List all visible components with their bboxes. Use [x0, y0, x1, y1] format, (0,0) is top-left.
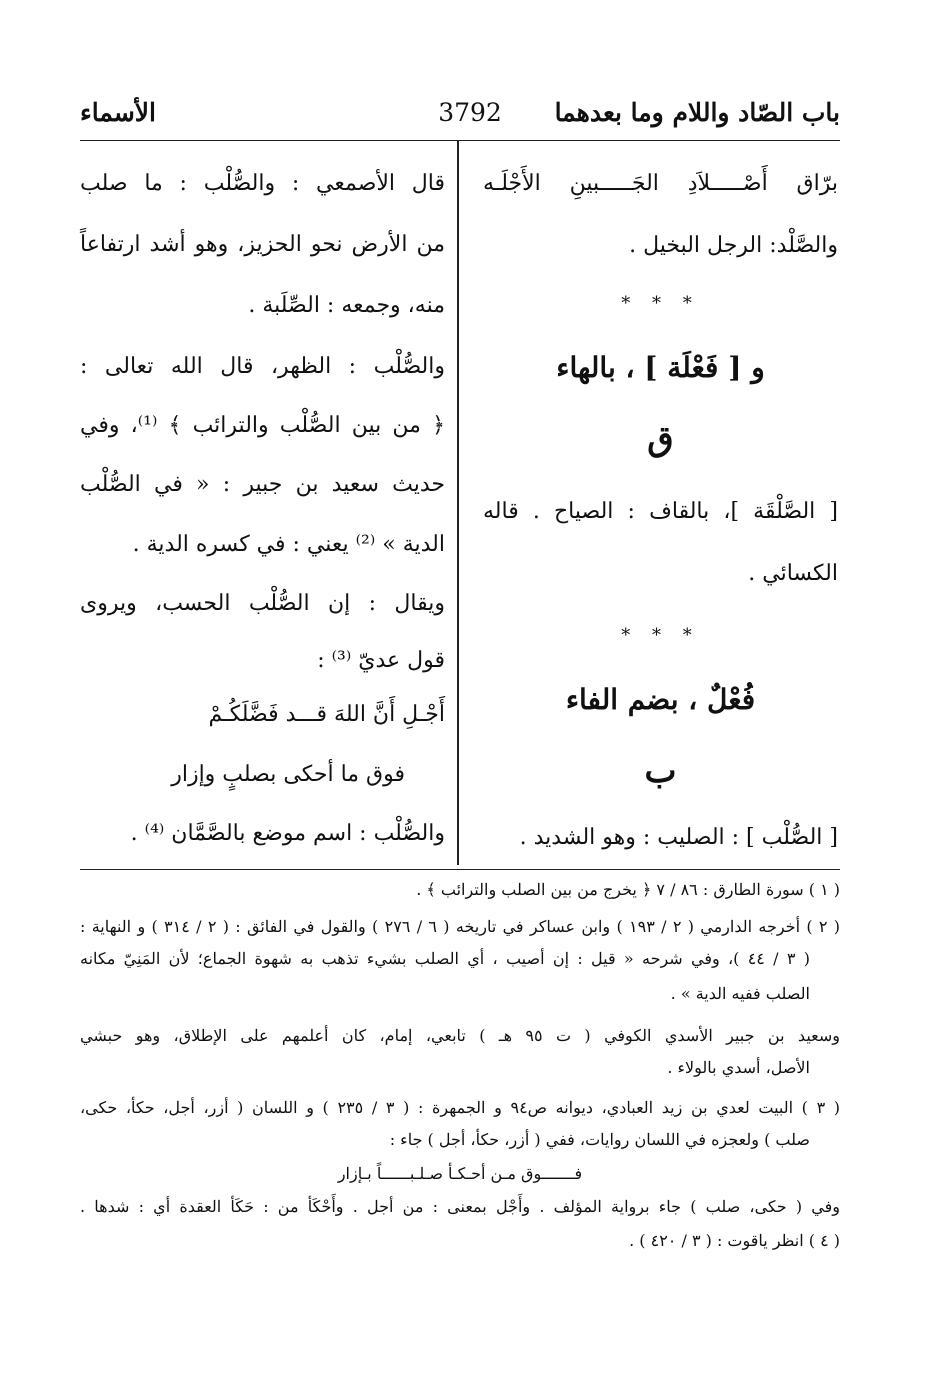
chapter-title: باب الصّاد واللام وما بعدهما [554, 98, 840, 127]
letter-heading: ب [644, 751, 677, 791]
page-number: 3792 [438, 98, 502, 127]
text-line: والصُّلْب : اسم موضع بالصَّمَّان ⁽⁴⁾ . [130, 821, 445, 846]
footnotes [80, 880, 840, 1260]
section-heading: فُعْلٌ ، بضم الفاء [565, 683, 756, 716]
column-divider [457, 141, 459, 865]
text-line: [ الصُّلْب ] : الصليب : وهو الشديد . [519, 825, 838, 850]
footnote-2: ( ٢ ) أخرجه الدارمي ( ٢ / ١٩٣ ) وابن عساكر في تاريخه ( ٦ / ٢٧٦ ) والقول في الفائق : ( ٢ / ٣١٤ ) و النهاية : [80, 917, 841, 936]
text-line: ويقال : إن الصُّلْب الحسب، ويروى [80, 591, 445, 616]
section-title: الأسماء [80, 98, 156, 127]
text-line: من الأرض نحو الحزيز، وهو أشد ارتفاعاً [80, 232, 445, 257]
text-line: الدية » ⁽²⁾ يعني : في كسره الدية . [132, 532, 445, 557]
footnote-2-cont: الصلب ففيه الدية » . [670, 984, 810, 1003]
separator-stars: * * * [621, 625, 700, 646]
header-rule [80, 140, 840, 141]
footnote-4: ( ٤ ) انظر ياقوت : ( ٣ / ٤٢٠ ) . [629, 1231, 840, 1250]
footnote-3: ( ٣ ) البيت لعدي بن زيد العبادي، ديوانه ص٩٤ و الجمهرة : ( ٣ / ٢٣٥ ) و اللسان ( أزر، أجل، حكأ، حكى، [80, 1098, 841, 1117]
text-line: والصُّلْب : الظهر، قال الله تعالى : [80, 354, 445, 379]
footnote-2-cont: وسعيد بن جبير الأسدي الكوفي ( ت ٩٥ هـ ) تابعي، إمام، كان أعلمهم على الإطلاق، وهو حبشي [80, 1026, 841, 1045]
text-line: قال الأصمعي : والصُّلْب : ما صلب [80, 171, 445, 196]
text-line: الكسائي . [748, 561, 838, 586]
quran-quote-line: ﴿ من بين الصُّلْب والترائب ﴾ ⁽¹⁾، وفي [80, 413, 445, 438]
separator-stars: * * * [621, 293, 700, 314]
text-line: منه، وجمعه : الصِّلَبة . [248, 293, 445, 318]
footnote-3-cont: وفي ( حكى، صلب ) جاء برواية المؤلف . وأَجْل بمعنى : من أجل . وأَحْكَأ من : حَكَأ العقدة أي : شدها . [80, 1197, 840, 1216]
footnote-rule [80, 869, 840, 870]
footnote-2-cont: الأصل، أسدي بالولاء . [667, 1058, 810, 1077]
letter-heading: ق [647, 419, 674, 459]
verse-hemistich: أَجْـلِ أَنَّ اللهَ قـــد فَضَّلَكُـمْ [208, 702, 445, 727]
text-line: قول عديّ ⁽³⁾ : [317, 648, 445, 673]
text-line: حديث سعيد بن جبير : « في الصُّلْب [80, 472, 445, 497]
text-line: والصَّلْد: الرجل البخيل . [629, 233, 838, 258]
footnote-1: ( ١ ) سورة الطارق : ٨٦ / ٧ ﴿ يخرج من بين الصلب والترائب ﴾ . [416, 880, 840, 899]
footnote-3-cont: صلب ) ولعجزه في اللسان روايات، ففي ( أزر، حكأ، أجل ) جاء : [389, 1130, 810, 1149]
verse-line: برّاق أَصْـــــلاَدِ الجَـــــبينِ الأَجْلَـه [483, 171, 838, 196]
footnote-2-cont: ( ٣ / ٤٤ )، وفي شرحه « قيل : إن أصيب ، أي الصلب بشيء تذهب به شهوة الجماع؛ لأن المَنِيّ مكانه [80, 949, 811, 968]
text-line: [ الصَّلْقَة ]، بالقاف : الصياح . قاله [483, 499, 838, 524]
running-header [80, 98, 840, 132]
footnote-3-verse: فـــــــوق مـن أحـكـأ صـلـبــــــاً بـإزار [337, 1164, 583, 1183]
verse-hemistich: فوق ما أحكى بصلبٍ وإزار [171, 762, 405, 787]
section-heading: و [ فَعْلَة ] ، بالهاء [556, 351, 765, 384]
